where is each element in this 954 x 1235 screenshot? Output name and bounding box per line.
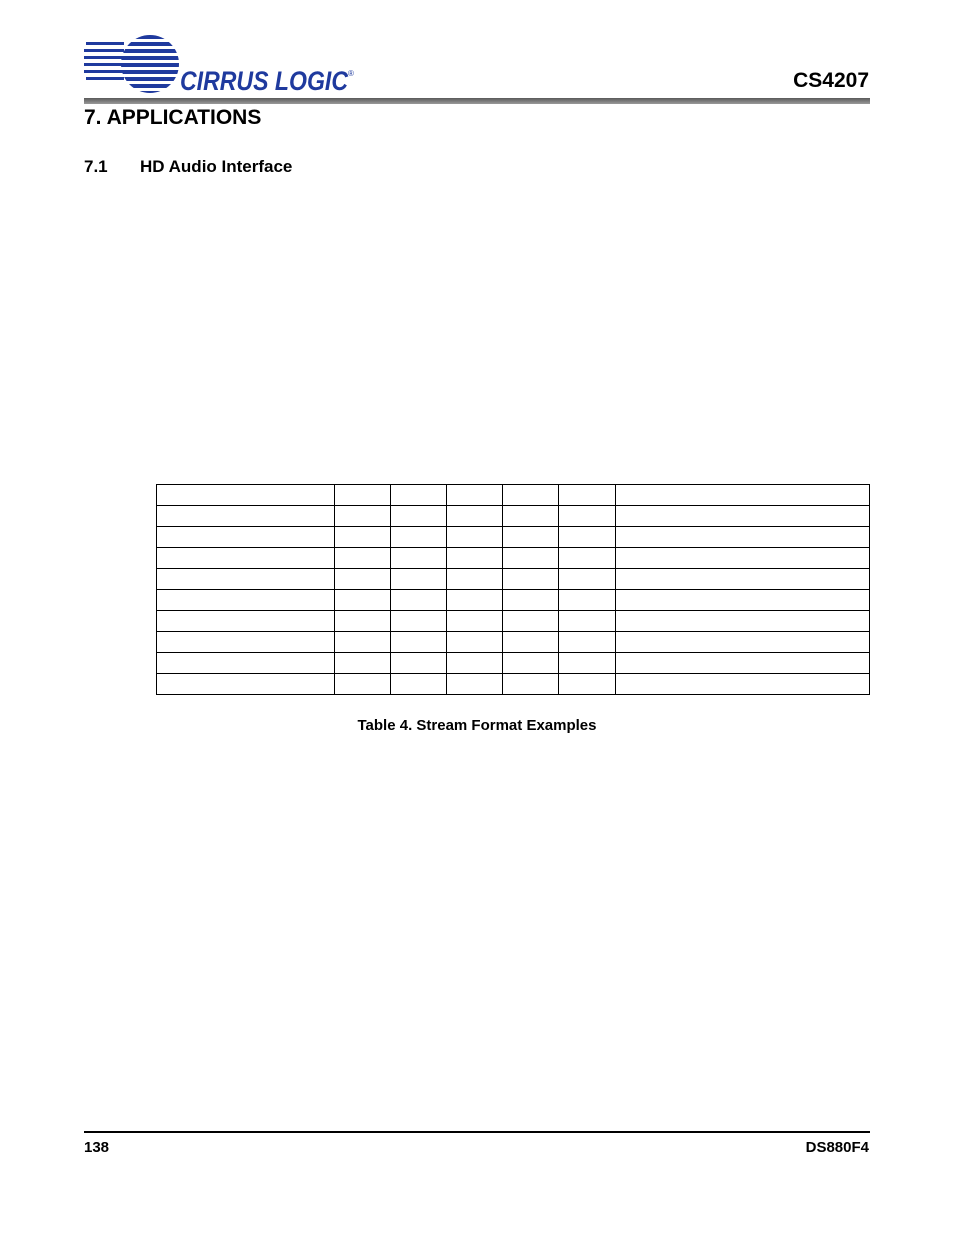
- table-cell: [616, 548, 870, 569]
- table-row: [157, 674, 870, 695]
- section-title: 7. APPLICATIONS: [84, 106, 262, 129]
- table-cell: [157, 632, 335, 653]
- table-cell: [616, 569, 870, 590]
- table-cell: [447, 590, 503, 611]
- table-cell: [503, 569, 559, 590]
- table-cell: [503, 611, 559, 632]
- table-cell: [391, 548, 447, 569]
- registered-mark: ®: [348, 69, 354, 78]
- table-cell: [391, 569, 447, 590]
- table-cell: [616, 506, 870, 527]
- table-row: [157, 506, 870, 527]
- table-cell: [157, 548, 335, 569]
- table-cell: [616, 632, 870, 653]
- table-cell: [335, 485, 391, 506]
- table-cell: [447, 611, 503, 632]
- table-cell: [447, 632, 503, 653]
- table-cell: [447, 674, 503, 695]
- table-row: [157, 632, 870, 653]
- table-cell: [335, 590, 391, 611]
- table-cell: [616, 590, 870, 611]
- table-cell: [503, 590, 559, 611]
- table-cell: [503, 506, 559, 527]
- logo-wordmark: CIRRUS LOGIC: [180, 66, 349, 96]
- table-cell: [335, 548, 391, 569]
- table-cell: [391, 527, 447, 548]
- document-id: DS880F4: [805, 1139, 869, 1156]
- table-row: [157, 590, 870, 611]
- subsection-title: HD Audio Interface: [140, 157, 293, 176]
- table-row: [157, 611, 870, 632]
- table-cell: [157, 653, 335, 674]
- table-cell: [335, 632, 391, 653]
- header-rule: [84, 98, 870, 104]
- table-cell: [391, 611, 447, 632]
- table-cell: [503, 548, 559, 569]
- table-cell: [391, 590, 447, 611]
- subsection-heading: [84, 157, 292, 177]
- table-cell: [559, 611, 616, 632]
- table-cell: [157, 569, 335, 590]
- table-cell: [157, 485, 335, 506]
- table-cell: [559, 527, 616, 548]
- table-cell: [559, 506, 616, 527]
- part-number: CS4207: [793, 69, 869, 92]
- table-row: [157, 548, 870, 569]
- table-cell: [335, 527, 391, 548]
- table-row: [157, 485, 870, 506]
- table-cell: [157, 527, 335, 548]
- table-cell: [447, 506, 503, 527]
- table-cell: [391, 506, 447, 527]
- table-cell: [335, 569, 391, 590]
- table-cell: [616, 485, 870, 506]
- table-cell: [447, 548, 503, 569]
- table-row: [157, 527, 870, 548]
- table-cell: [559, 569, 616, 590]
- table-cell: [335, 506, 391, 527]
- table-cell: [616, 674, 870, 695]
- table-cell: [335, 674, 391, 695]
- table-cell: [447, 653, 503, 674]
- table-cell: [335, 653, 391, 674]
- table-cell: [157, 590, 335, 611]
- table-cell: [157, 611, 335, 632]
- table-row: [157, 569, 870, 590]
- table-cell: [559, 548, 616, 569]
- table-cell: [559, 632, 616, 653]
- table-cell: [559, 653, 616, 674]
- table-cell: [447, 485, 503, 506]
- table-cell: [391, 632, 447, 653]
- table-body: [157, 485, 870, 695]
- table-row: [157, 653, 870, 674]
- table-cell: [503, 674, 559, 695]
- table-cell: [503, 527, 559, 548]
- table-cell: [447, 569, 503, 590]
- table-cell: [559, 674, 616, 695]
- table-cell: [391, 674, 447, 695]
- stream-format-table: [156, 484, 870, 695]
- table-cell: [335, 611, 391, 632]
- cirrus-logo-icon: [84, 34, 356, 96]
- subsection-number: 7.1: [84, 157, 108, 176]
- table-cell: [391, 653, 447, 674]
- table-cell: [447, 527, 503, 548]
- table-cell: [503, 632, 559, 653]
- footer-rule: [84, 1131, 870, 1133]
- table-cell: [616, 611, 870, 632]
- table-cell: [157, 674, 335, 695]
- table-cell: [391, 485, 447, 506]
- table-cell: [616, 653, 870, 674]
- table-cell: [616, 527, 870, 548]
- table-caption: Table 4. Stream Format Examples: [357, 717, 597, 734]
- table-cell: [503, 653, 559, 674]
- table-cell: [503, 485, 559, 506]
- table-cell: [559, 485, 616, 506]
- cirrus-logic-logo: [84, 34, 356, 96]
- table-cell: [157, 506, 335, 527]
- table-cell: [559, 590, 616, 611]
- page-number: 138: [84, 1139, 110, 1156]
